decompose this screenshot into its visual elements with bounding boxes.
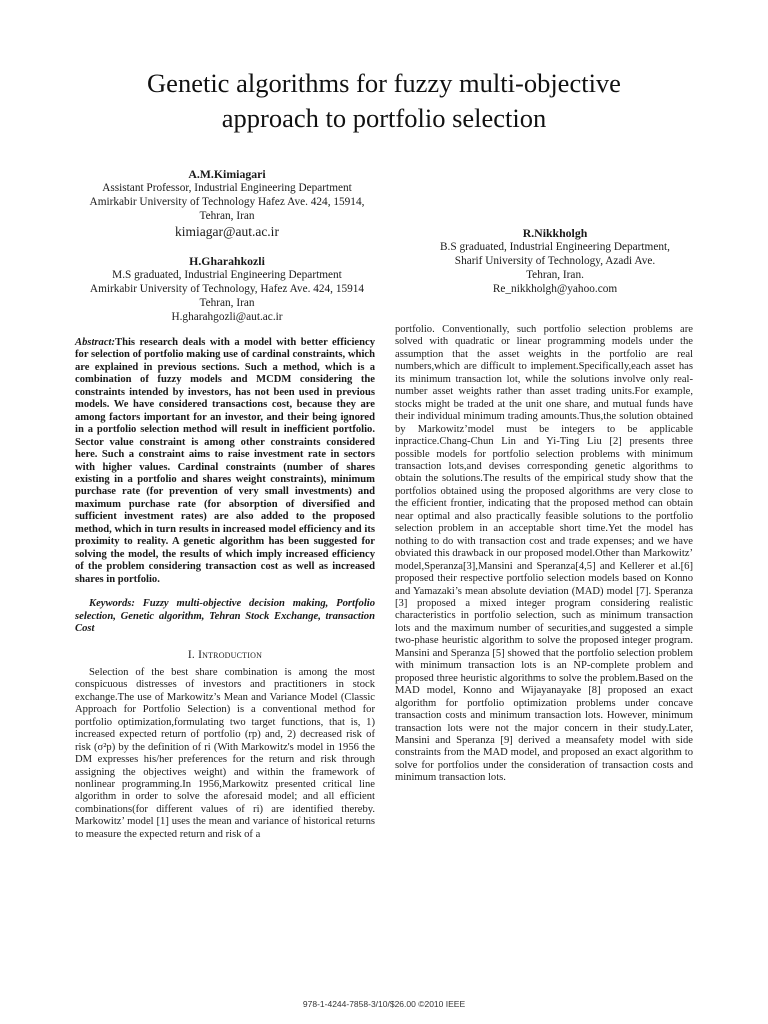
author-name: A.M.Kimiagari	[188, 167, 266, 181]
title-line-2: approach to portfolio selection	[221, 103, 547, 133]
page-footer-copyright: 978-1-4244-7858-3/10/$26.00 ©2010 IEEE	[302, 999, 466, 1009]
author-affiliation-line: Assistant Professor, Industrial Engineering Department	[102, 182, 352, 194]
section-title: Introduction	[198, 649, 263, 662]
keywords-label: Keywords:	[89, 598, 135, 610]
author-affiliation-line: Tehran, Iran	[199, 210, 255, 222]
title-line-1: Genetic algorithms for fuzzy multi-objective	[147, 68, 621, 98]
author-affiliation-line: Amirkabir University of Technology, Hafez Ave. 424, 15914	[89, 283, 365, 295]
author-name: H.Gharahkozli	[189, 254, 265, 268]
author-affiliation-line: Sharif University of Technology, Azadi Ave.	[454, 255, 656, 267]
author-email: Re_nikkholgh@yahoo.com	[492, 283, 618, 295]
author-block-gharahkozli	[62, 254, 392, 324]
author-affiliation-line: B.S graduated, Industrial Engineering Department,	[440, 241, 670, 253]
abstract-text: This research deals with a model with better efficiency for selection of portfolio making use of cardinal constraints, which are explained in previous sections. Such a method, which is a combination of fuzzy models and MCDM considering the constraints intended by investors, has not been used in previous models. We have considered transactions cost, because they are among factors important for an investor, and their being ignored in a portfolio selection method will result in inefficient portfolio. Sector value constraint is among other constraints considered here. Such a constraint aims to raise investment rate in sectors with higher values. Cardinal constraints (number of shares existing in a portfolio and shares weight constraints), minimum purchase rate (for prevention of very small investments) and maximum purchase rate (for absorption of diversified and sufficient investment rates) are also added to the proposed method, which in turn results in increased model efficiency and its proximity to reality. A genetic algorithm has been suggested for solving the model, the results of which imply increased efficiency of the problem considering transaction cost as well as increased shares in portfolio.	[75, 337, 375, 585]
paper-title	[0, 66, 768, 136]
author-block-nikkholgh	[390, 226, 720, 296]
author-affiliation-line: Amirkabir University of Technology Hafez Ave. 424, 15914,	[89, 196, 365, 208]
author-email: H.gharahgozli@aut.ac.ir	[171, 311, 283, 323]
author-affiliation-line: Tehran, Iran.	[526, 269, 584, 281]
right-column	[395, 324, 693, 785]
author-name: R.Nikkholgh	[522, 226, 588, 240]
author-affiliation-line: Tehran, Iran	[199, 297, 255, 309]
section-number: I.	[187, 649, 195, 662]
abstract-label: Abstract:	[75, 337, 116, 348]
author-block-kimiagari	[62, 167, 392, 240]
author-affiliation-line: M.S graduated, Industrial Engineering Department	[112, 269, 342, 281]
keywords-text: Fuzzy multi-objective decision making, Portfolio selection, Genetic algorithm, Tehran Stock Exchange, transaction Cost	[75, 598, 375, 634]
right-column-text: portfolio. Conventionally, such portfolio selection problems are solved with quadratic or linear programming models under the assumption that the asset weights in the portfolio are real numbers,which are difficult to implement.Specifically,each asset has its minimum transaction lot, while the solutions involve only real-number asset weights rather than asset trading units.For example, stocks might be traded at the unit one share, and mutual funds have their individual minimum trading amounts.Thus,the solution obtained by Markowitz’model must be integers to be applicable inpractice.Chang-Chun Lin and Yi-Ting Liu [2] presents three possible models for portfolio selection problems with minimum transaction lots,and devises corresponding genetic algorithms to obtain the solutions.The results of the empirical study show that the portfolios obtained using the proposed algorithms are very close to the efficient frontier, indicating that the proposed method can obtain near optimal and also practically feasible solutions to the portfolio selection problem in an acceptable short time.Yet the model has nothing to do with transaction cost and trade expenses; and we have obviated this drawback in our proposed model.Other than Markowitz’ model,Speranza[3],Mansini and Speranza[4,5] and Kellerer et al.[6] proposed their respective portfolio selection models based on Konno and Yamazaki’s mean absolute deviation (MAD) model [7]. Speranza [3] proposed a mixed integer program considering realistic characteristics in portfolio selection, such as minimum transaction lots and the maximum number of securities,and suggested a simple two-phase heuristic algorithm to solve the proposed integer program. Mansini and Speranza [5] showed that the portfolio selection problem with minimum transaction lots is an NP-complete problem and proposed three heuristic algorithms to solve the problem.Based on the MAD model, Konno and Wijayanayake [8] proposed an exact algorithm for portfolio optimization problems under concave transaction costs and minimum transaction lots. However, minimum transaction lots were not the major concern in their study.Later, Mansini and Speranza [9] derived a meansafety model with side constraints from the MAD model, and proposed an exact algorithm to solve for portfolios under the consideration of transaction costs and minimum transaction lots.	[395, 324, 693, 784]
left-column	[75, 337, 375, 841]
section-heading-introduction	[75, 649, 375, 661]
introduction-text: Selection of the best share combination is among the most conspicuous distresses of investors and practitioners in stock exchange.The use of Markowitz’s Mean and Variance Model (Classic Approach for Portfolio Selection) is a conventional method for portfolio optimization,formulating two target functions, that is, 1) increased expected return of portfolio (rp) and, 2) decreased risk of risk (σ²p) by the definition of ri (With Markowitz's model in 1956 the DM expresses his/her preferences for the return and risk through assigning the objectives weight) and within the framework of nonlinear programming.In 1956,Markowitz presented critical line algorithm in order to solve the aforesaid model; and all efficient combinations(for different values of ri) are identified thereby. Markowitz’ model [1] uses the mean and variance of historical returns to measure the expected return and risk of a	[75, 666, 375, 840]
keywords	[75, 598, 375, 635]
abstract	[75, 337, 375, 586]
author-email: kimiagar@aut.ac.ir	[175, 224, 279, 239]
